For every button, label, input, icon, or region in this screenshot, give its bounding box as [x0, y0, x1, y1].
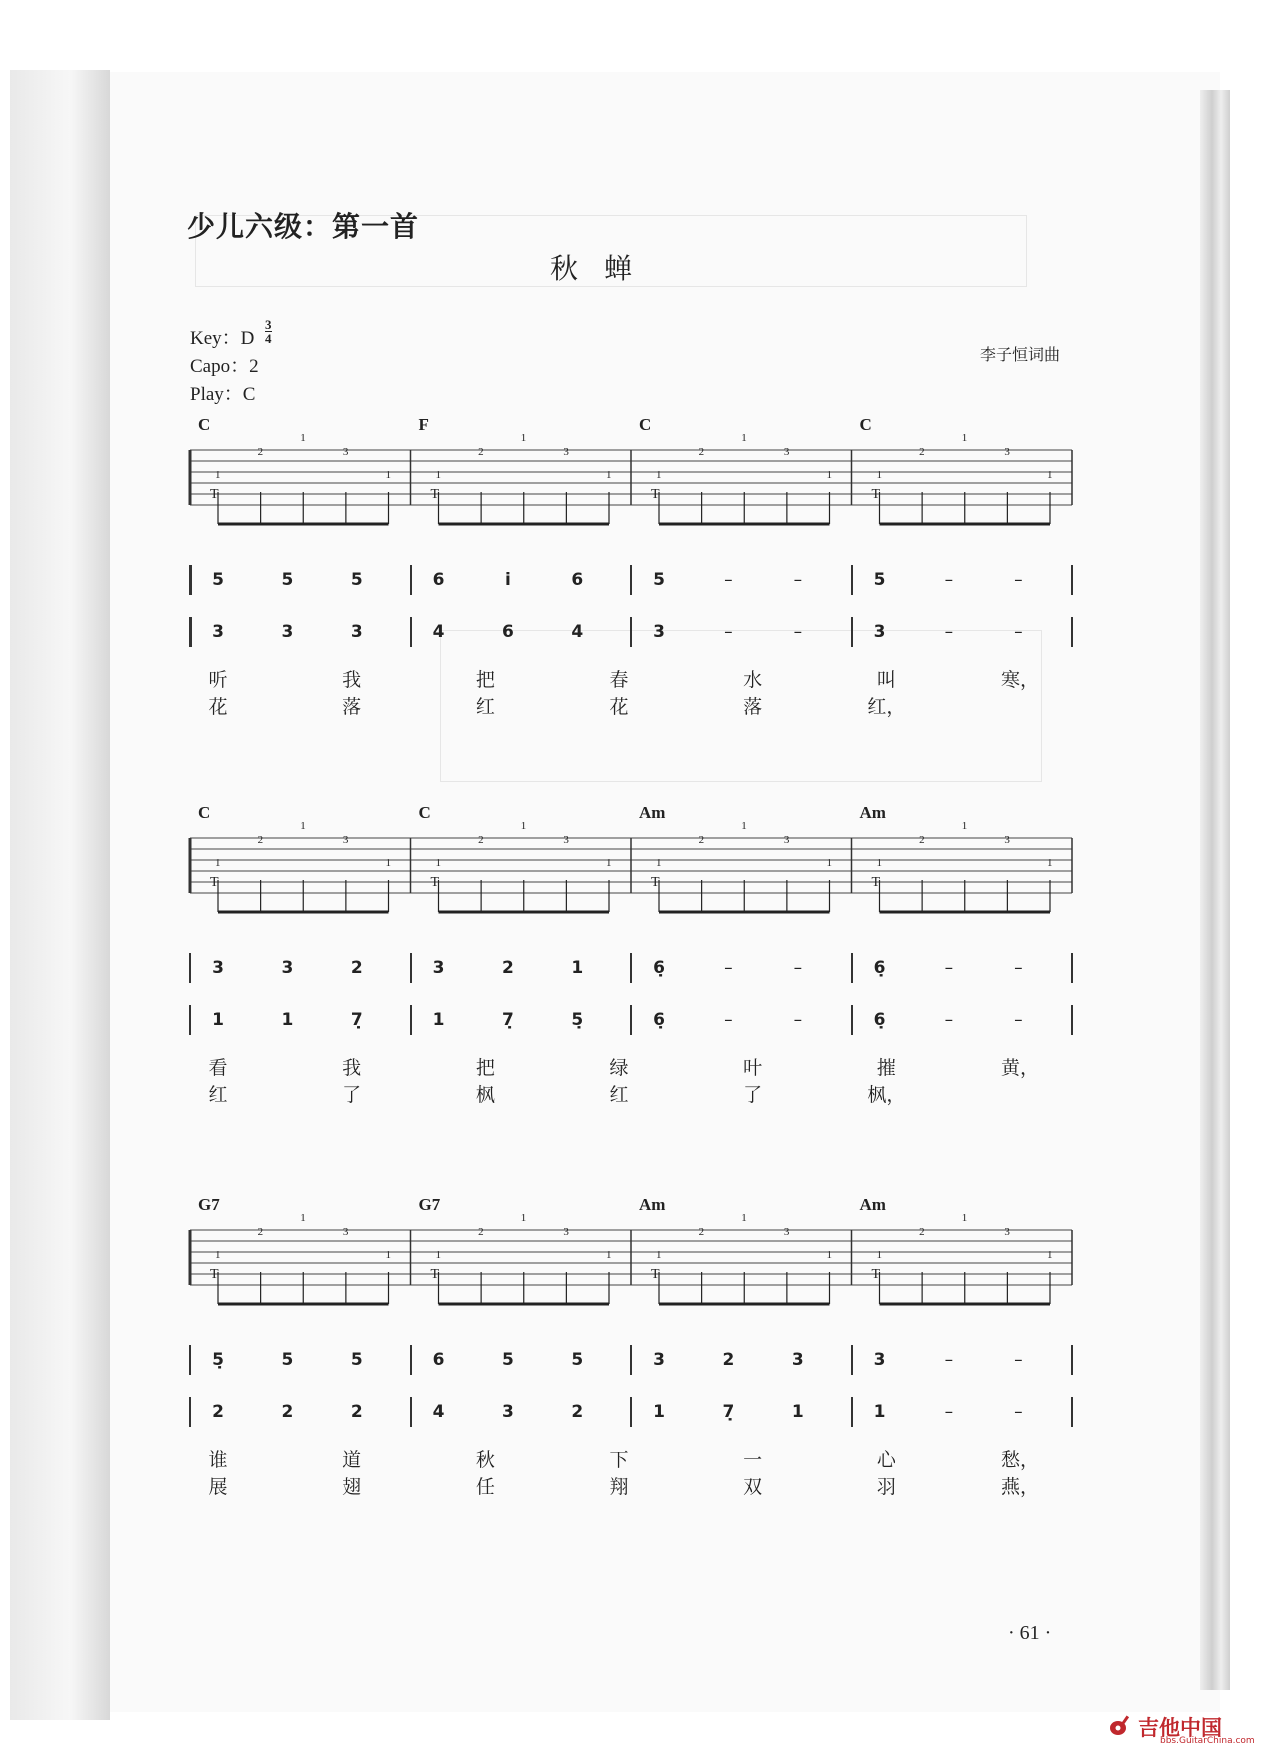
sustain-dash: – — [944, 622, 954, 642]
tab-thumb-mark: T — [651, 1267, 660, 1282]
lyric-char: 愁， — [1000, 1449, 1040, 1471]
note-number: 5̣ — [212, 1350, 224, 1370]
lyric-char: 红 — [475, 696, 495, 718]
tab-finger-number: 1 — [300, 820, 306, 833]
lyric-char: 羽 — [876, 1476, 896, 1498]
note-number: 5 — [350, 570, 363, 590]
chord-label: C — [198, 415, 211, 434]
notation-barline — [851, 1397, 853, 1427]
note-number: 3 — [873, 1350, 886, 1370]
lyric-char: 一 — [743, 1449, 763, 1471]
chord-label: C — [859, 415, 872, 434]
tab-finger-number: 1 — [656, 1249, 662, 1261]
lyric-char: 翅 — [342, 1476, 362, 1498]
lyric-char: 我 — [342, 669, 362, 691]
tab-finger-number: 3 — [342, 833, 349, 846]
lyric-char: 我 — [342, 1057, 362, 1079]
note-number: 3 — [212, 622, 224, 642]
note-number: 3 — [653, 1350, 665, 1370]
tab-finger-number: 3 — [563, 833, 569, 846]
notation-barline — [410, 1345, 412, 1375]
note-number: 1 — [212, 1010, 224, 1030]
note-number: 6̣ — [653, 958, 665, 978]
tab-finger-number: 2 — [919, 445, 925, 458]
tab-finger-number: 3 — [783, 833, 790, 846]
chord-label: G7 — [418, 1195, 441, 1214]
tab-finger-number: 1 — [1047, 1249, 1053, 1261]
note-number: 2 — [281, 1402, 294, 1422]
page-number: · 61 · — [1008, 1622, 1052, 1644]
note-number: 5 — [281, 570, 294, 590]
tab-finger-number: 1 — [520, 1212, 527, 1225]
notation-barline — [189, 1397, 191, 1427]
lyric-char: 叫 — [876, 669, 896, 691]
tab-finger-number: 1 — [656, 857, 662, 869]
note-number: 4 — [432, 622, 445, 642]
note-number: 7̣ — [502, 1010, 514, 1030]
tab-finger-number: 1 — [1047, 469, 1053, 481]
note-number: 5 — [873, 570, 886, 590]
tab-finger-number: 1 — [300, 1212, 306, 1225]
watermark-url: bbs.GuitarChina.com — [1160, 1736, 1255, 1746]
tab-finger-number: 3 — [563, 445, 569, 458]
tab-finger-number: 1 — [826, 1249, 832, 1261]
tab-finger-number: 2 — [478, 833, 484, 846]
note-number: 2 — [350, 1402, 363, 1422]
lyric-char: 寒， — [1000, 669, 1040, 691]
lyric-char: 把 — [475, 669, 495, 691]
lyric-char: 听 — [208, 669, 228, 691]
lyric-char: 花 — [208, 696, 228, 718]
chord-label: F — [418, 415, 429, 434]
note-number: 5 — [571, 1350, 584, 1370]
lyric-char: 下 — [609, 1449, 629, 1471]
sustain-dash: – — [724, 570, 733, 590]
lyric-char: 叶 — [743, 1057, 763, 1079]
tab-finger-number: 2 — [919, 833, 925, 846]
tab-finger-number: 3 — [563, 1225, 569, 1238]
note-number: 7̣ — [722, 1402, 735, 1422]
tab-finger-number: 1 — [961, 820, 968, 833]
chord-label: Am — [859, 1195, 886, 1214]
lyric-char: 红 — [609, 1084, 629, 1106]
lyric-char: 了 — [743, 1084, 763, 1106]
tab-finger-number: 1 — [961, 1212, 968, 1225]
note-number: 5 — [281, 1350, 294, 1370]
tab-finger-number: 1 — [826, 469, 832, 481]
note-number: 2 — [212, 1402, 224, 1422]
lyric-char: 心 — [876, 1449, 896, 1471]
note-number: 1 — [281, 1010, 294, 1030]
tab-thumb-mark: T — [210, 875, 219, 890]
note-number: 5 — [212, 570, 224, 590]
chord-label: Am — [639, 1195, 666, 1214]
note-number: 1 — [873, 1402, 886, 1422]
tab-finger-number: 2 — [257, 445, 264, 458]
note-number: 6 — [432, 570, 445, 590]
tab-finger-number: 3 — [1004, 1225, 1010, 1238]
tab-finger-number: 1 — [435, 857, 441, 869]
sustain-dash: – — [944, 570, 954, 590]
tab-thumb-mark: T — [871, 487, 881, 502]
lyric-char: 红 — [208, 1084, 228, 1106]
lyric-char: 了 — [342, 1084, 362, 1106]
tab-finger-number: 2 — [257, 833, 264, 846]
tab-finger-number: 3 — [1004, 445, 1010, 458]
tab-finger-number: 2 — [257, 1225, 264, 1238]
guitar-logo-icon — [1108, 1712, 1134, 1738]
watermark-name: 吉他中国 — [1138, 1716, 1222, 1740]
lyric-char: 花 — [609, 696, 629, 718]
sustain-dash: – — [944, 1402, 954, 1422]
sustain-dash: – — [793, 622, 803, 642]
note-number: i — [505, 570, 511, 590]
tab-finger-number: 1 — [215, 1249, 221, 1261]
tab-finger-number: 2 — [478, 445, 484, 458]
lyric-char: 谁 — [208, 1449, 228, 1471]
tab-thumb-mark: T — [871, 875, 881, 890]
capo-label: Capo：2 — [190, 356, 259, 377]
sustain-dash: – — [793, 958, 803, 978]
note-number: 1 — [791, 1402, 804, 1422]
chord-label: Am — [859, 803, 886, 822]
time-sig-bottom: 4 — [265, 331, 272, 346]
note-number: 2 — [571, 1402, 584, 1422]
sustain-dash: – — [1014, 1350, 1023, 1370]
tab-thumb-mark: T — [210, 487, 219, 502]
tab-finger-number: 1 — [741, 432, 747, 445]
lyric-char: 红， — [867, 696, 906, 718]
tab-thumb-mark: T — [430, 875, 440, 890]
notation-barline — [1071, 1345, 1073, 1375]
lyric-char: 春 — [609, 669, 629, 691]
note-number: 2 — [350, 958, 363, 978]
note-number: 6 — [432, 1350, 445, 1370]
notation-barline — [410, 1397, 412, 1427]
note-number: 6̣ — [873, 958, 886, 978]
note-number: 6̣ — [873, 1010, 886, 1030]
tab-finger-number: 1 — [435, 1249, 441, 1261]
tab-finger-number: 3 — [1004, 833, 1010, 846]
tab-thumb-mark: T — [651, 875, 660, 890]
chord-label: Am — [639, 803, 666, 822]
note-number: 6 — [502, 622, 514, 642]
tab-thumb-mark: T — [430, 487, 440, 502]
tab-finger-number: 1 — [656, 469, 662, 481]
sustain-dash: – — [724, 1010, 733, 1030]
tab-finger-number: 1 — [385, 1249, 391, 1261]
lyric-char: 燕， — [1000, 1476, 1040, 1498]
tab-finger-number: 1 — [606, 857, 612, 869]
note-number: 4 — [432, 1402, 445, 1422]
note-number: 3 — [212, 958, 224, 978]
chord-label: C — [418, 803, 431, 822]
note-number: 2 — [502, 958, 514, 978]
lyric-char: 黄， — [1000, 1057, 1040, 1079]
sustain-dash: – — [793, 570, 803, 590]
tab-finger-number: 1 — [606, 469, 612, 481]
note-number: 5̣ — [571, 1010, 584, 1030]
tab-finger-number: 1 — [385, 857, 391, 869]
tab-thumb-mark: T — [210, 1267, 219, 1282]
page-title: 少儿六级：第一首 — [187, 210, 420, 243]
play-label: Play：C — [190, 384, 256, 405]
note-number: 5 — [502, 1350, 514, 1370]
note-number: 1 — [571, 958, 584, 978]
lyric-char: 枫， — [867, 1084, 906, 1106]
tab-finger-number: 1 — [741, 820, 747, 833]
sustain-dash: – — [1014, 622, 1023, 642]
tab-thumb-mark: T — [651, 487, 660, 502]
tab-finger-number: 3 — [783, 1225, 790, 1238]
tab-finger-number: 2 — [698, 1225, 705, 1238]
tab-finger-number: 2 — [478, 1225, 484, 1238]
tab-finger-number: 3 — [342, 445, 349, 458]
tab-finger-number: 2 — [698, 833, 705, 846]
tab-finger-number: 1 — [961, 432, 968, 445]
notation-barline — [189, 1345, 191, 1375]
lyric-char: 展 — [208, 1476, 228, 1498]
lyric-char: 秋 — [475, 1449, 495, 1471]
tab-finger-number: 1 — [215, 469, 221, 481]
tab-thumb-mark: T — [871, 1267, 881, 1282]
tab-thumb-mark: T — [430, 1267, 440, 1282]
lyric-char: 把 — [475, 1057, 495, 1079]
note-number: 2 — [722, 1350, 735, 1370]
sustain-dash: – — [724, 622, 733, 642]
sustain-dash: – — [1014, 1402, 1023, 1422]
note-number: 3 — [281, 958, 294, 978]
composer: 李子恒词曲 — [980, 345, 1061, 364]
tab-finger-number: 1 — [876, 857, 882, 869]
lyric-char: 看 — [208, 1057, 228, 1079]
note-number: 5 — [653, 570, 665, 590]
note-number: 1 — [432, 1010, 445, 1030]
note-number: 3 — [653, 622, 665, 642]
lyric-char: 枫 — [475, 1084, 495, 1106]
note-number: 3 — [873, 622, 886, 642]
sustain-dash: – — [944, 1350, 954, 1370]
chord-label: C — [198, 803, 211, 822]
lyric-char: 水 — [743, 669, 763, 691]
tab-finger-number: 1 — [606, 1249, 612, 1261]
sustain-dash: – — [724, 958, 733, 978]
chord-label: G7 — [198, 1195, 220, 1214]
lyric-char: 任 — [475, 1476, 495, 1498]
note-number: 6 — [571, 570, 584, 590]
tab-finger-number: 1 — [520, 820, 527, 833]
tab-finger-number: 1 — [300, 432, 306, 445]
sustain-dash: – — [944, 1010, 954, 1030]
tab-finger-number: 1 — [741, 1212, 747, 1225]
time-sig-top: 3 — [265, 317, 272, 332]
tab-finger-number: 1 — [215, 857, 221, 869]
sustain-dash: – — [793, 1010, 803, 1030]
tab-finger-number: 3 — [342, 1225, 349, 1238]
song-title: 秋蝉 — [550, 252, 659, 285]
note-number: 3 — [502, 1402, 514, 1422]
tab-finger-number: 1 — [876, 1249, 882, 1261]
note-number: 3 — [281, 622, 294, 642]
note-number: 7̣ — [350, 1010, 363, 1030]
lyric-char: 双 — [743, 1476, 763, 1498]
tab-finger-number: 1 — [826, 857, 832, 869]
lyric-char: 翔 — [609, 1476, 629, 1498]
note-number: 5 — [350, 1350, 363, 1370]
tab-finger-number: 1 — [1047, 857, 1053, 869]
sustain-dash: – — [944, 958, 954, 978]
notation-barline — [630, 1345, 632, 1375]
lyric-char: 道 — [342, 1449, 362, 1471]
sustain-dash: – — [1014, 570, 1023, 590]
key-label: Key：D — [190, 328, 255, 349]
sustain-dash: – — [1014, 958, 1023, 978]
chord-label: C — [639, 415, 652, 434]
lyric-char: 落 — [743, 696, 763, 718]
sustain-dash: – — [1014, 1010, 1023, 1030]
notation-barline — [630, 1397, 632, 1427]
tab-finger-number: 1 — [520, 432, 527, 445]
note-number: 1 — [653, 1402, 665, 1422]
lyric-char: 摧 — [876, 1057, 896, 1079]
tab-finger-number: 3 — [783, 445, 790, 458]
note-number: 3 — [432, 958, 445, 978]
tab-finger-number: 2 — [698, 445, 705, 458]
lyric-char: 绿 — [609, 1057, 629, 1079]
tab-finger-number: 1 — [385, 469, 391, 481]
notation-barline — [851, 1345, 853, 1375]
lyric-char: 落 — [342, 696, 362, 718]
note-number: 6̣ — [653, 1010, 665, 1030]
note-number: 4 — [571, 622, 584, 642]
note-number: 3 — [350, 622, 363, 642]
notation-barline — [1071, 1397, 1073, 1427]
tab-finger-number: 1 — [876, 469, 882, 481]
note-number: 3 — [791, 1350, 804, 1370]
tab-finger-number: 1 — [435, 469, 441, 481]
tab-finger-number: 2 — [919, 1225, 925, 1238]
